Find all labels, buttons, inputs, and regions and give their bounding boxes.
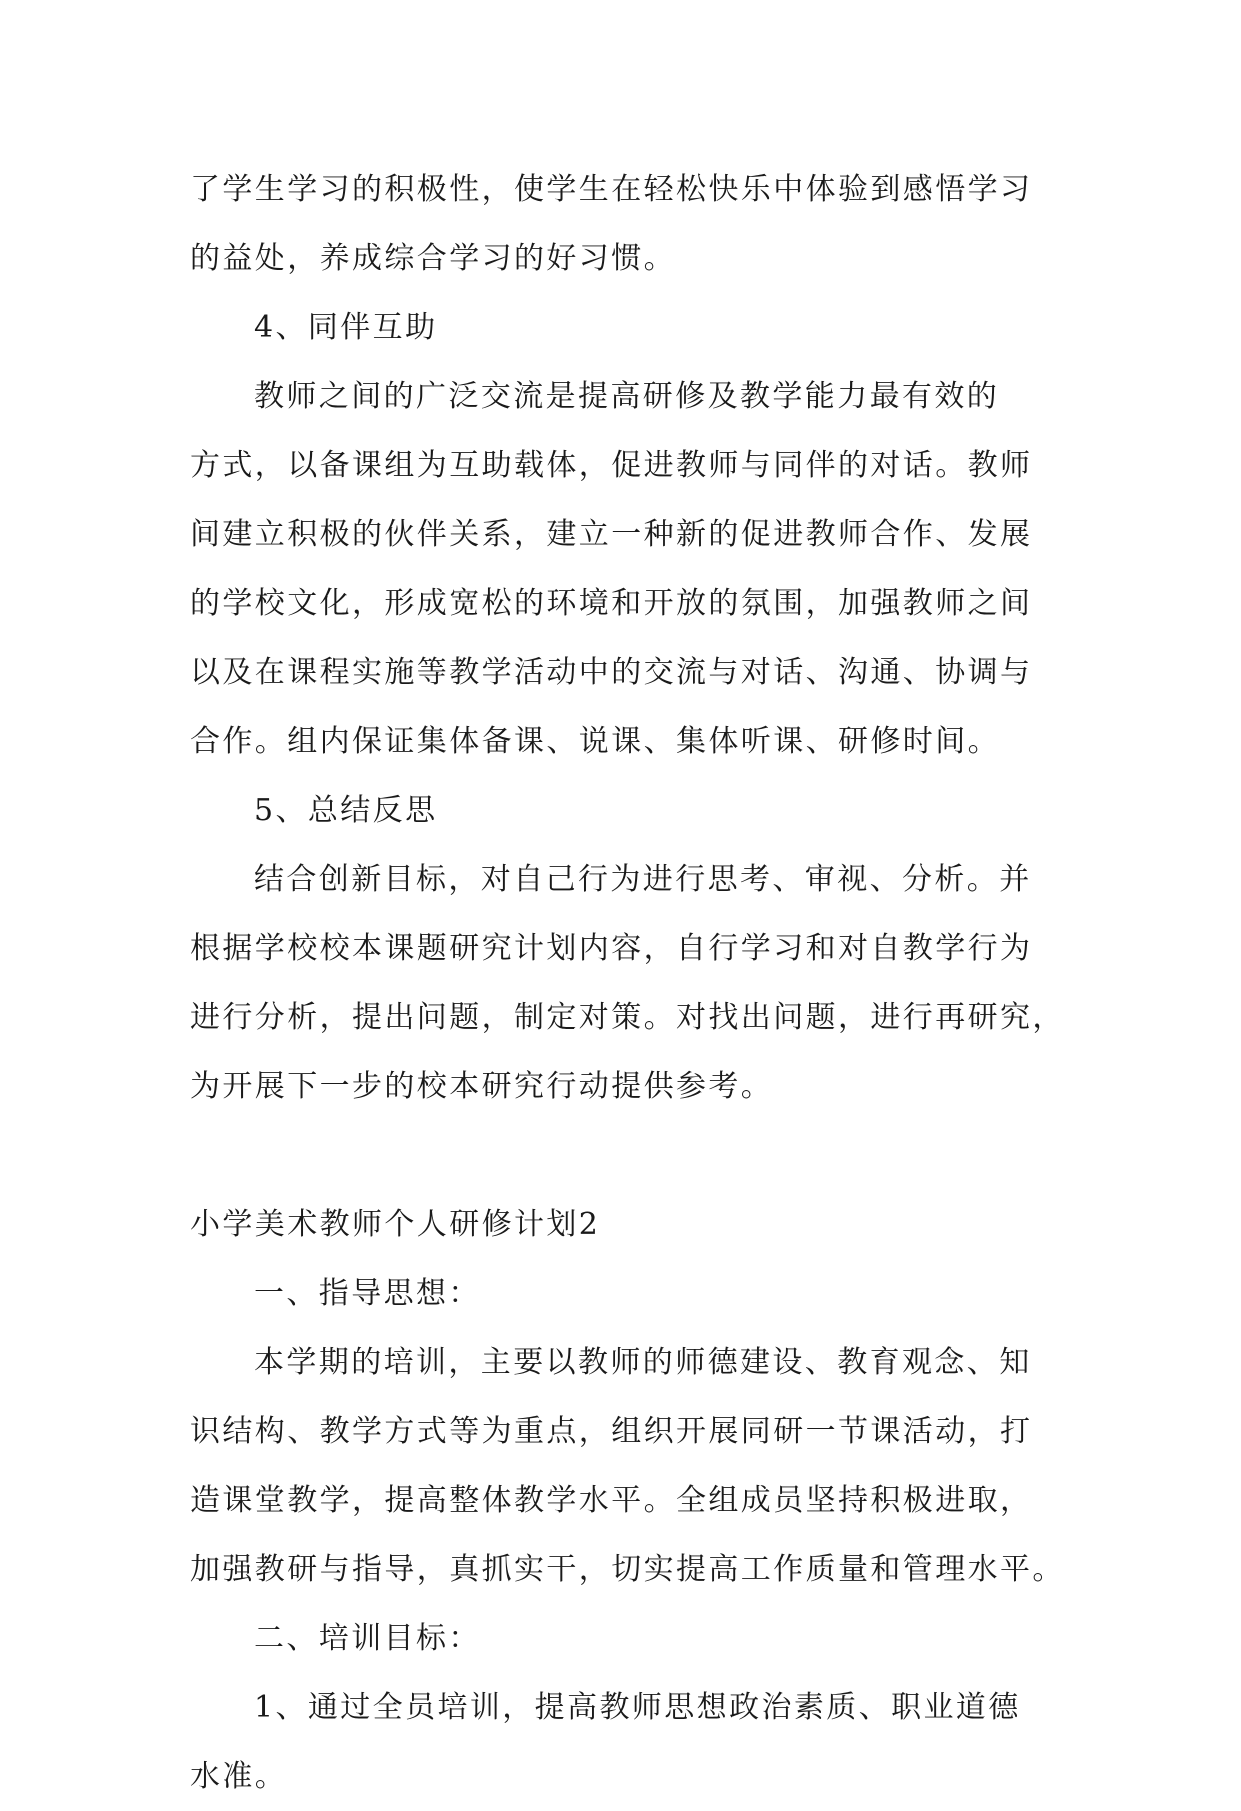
document-title: 小学美术教师个人研修计划2: [190, 1207, 601, 1242]
paragraph-line: 水准。: [190, 1759, 288, 1794]
paragraph-line: 结合创新目标，对自己行为进行思考、审视、分析。并: [254, 862, 1032, 897]
paragraph-line: 加强教研与指导，真抓实干，切实提高工作质量和管理水平。: [190, 1552, 1065, 1587]
paragraph-line: 方式，以备课组为互助载体，促进教师与同伴的对话。教师: [190, 448, 1033, 483]
section-heading: 一、指导思想：: [254, 1276, 481, 1311]
section-heading: 5、总结反思: [254, 793, 438, 828]
paragraph-line: 以及在课程实施等教学活动中的交流与对话、沟通、协调与: [190, 655, 1033, 690]
paragraph-line: 间建立积极的伙伴关系，建立一种新的促进教师合作、发展: [190, 517, 1033, 552]
paragraph-line: 造课堂教学，提高整体教学水平。全组成员坚持积极进取，: [190, 1483, 1033, 1518]
blank-spacer: [190, 1121, 1050, 1190]
paragraph-line: 1、通过全员培训，提高教师思想政治素质、职业道德: [254, 1690, 1021, 1725]
paragraph-line: 识结构、教学方式等为重点，组织开展同研一节课活动，打: [190, 1414, 1033, 1449]
paragraph-line: 进行分析，提出问题，制定对策。对找出问题，进行再研究，: [190, 1000, 1065, 1035]
paragraph-line: 根据学校校本课题研究计划内容，自行学习和对自教学行为: [190, 931, 1033, 966]
paragraph-line: 教师之间的广泛交流是提高研修及教学能力最有效的: [254, 379, 1000, 414]
section-heading: 二、培训目标：: [254, 1621, 481, 1656]
section-heading: 4、同伴互助: [254, 310, 438, 345]
paragraph-line: 的益处，养成综合学习的好习惯。: [190, 241, 676, 276]
paragraph-line: 了学生学习的积极性，使学生在轻松快乐中体验到感悟学习: [190, 172, 1033, 207]
paragraph-line: 合作。组内保证集体备课、说课、集体听课、研修时间。: [190, 724, 1000, 759]
paragraph-line: 本学期的培训，主要以教师的师德建设、教育观念、知: [254, 1345, 1032, 1380]
document-body: [190, 155, 1065, 1811]
paragraph-line: 为开展下一步的校本研究行动提供参考。: [190, 1069, 774, 1104]
paragraph-line: 的学校文化，形成宽松的环境和开放的氛围，加强教师之间: [190, 586, 1033, 621]
